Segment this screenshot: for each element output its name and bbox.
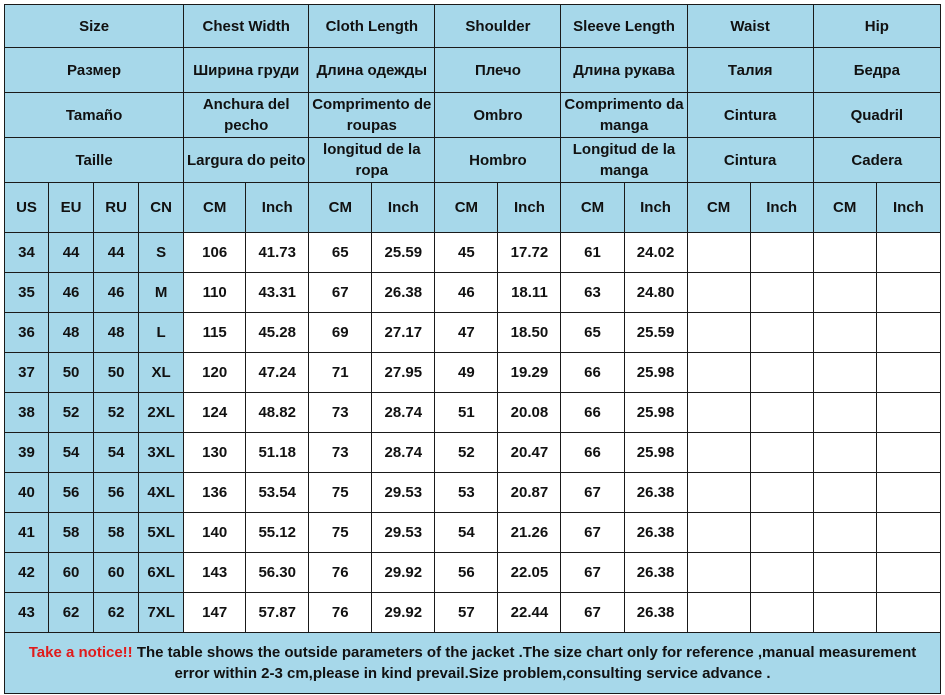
sleeve-length-cm-cell: 67 bbox=[561, 473, 624, 513]
shoulder-cm-cell: 46 bbox=[435, 273, 498, 313]
us-size-cell: 39 bbox=[5, 433, 49, 473]
waist-inch-cell bbox=[750, 313, 813, 353]
us-size-cell: 43 bbox=[5, 593, 49, 633]
inch-unit-header: Inch bbox=[624, 183, 687, 233]
inch-unit-header: Inch bbox=[498, 183, 561, 233]
sleeve-length-header: Longitud de la manga bbox=[561, 138, 687, 183]
cloth-length-cm-cell: 75 bbox=[309, 513, 372, 553]
cn-size-cell: XL bbox=[139, 353, 184, 393]
waist-cm-cell bbox=[687, 553, 750, 593]
chest-width-cm-cell: 140 bbox=[184, 513, 246, 553]
notice-text-cell bbox=[5, 633, 941, 694]
chest-width-header: Ширина груди bbox=[184, 48, 309, 93]
cloth-length-inch-cell: 28.74 bbox=[372, 433, 435, 473]
notice-body: The table shows the outside parameters of the jacket .The size chart only for reference ,manual measurement error within 2-3 cm,please in kind prevail.Size problem,consulting service advance . bbox=[132, 644, 917, 682]
chest-width-inch-cell: 48.82 bbox=[246, 393, 309, 433]
shoulder-cm-cell: 51 bbox=[435, 393, 498, 433]
hip-inch-cell bbox=[876, 353, 940, 393]
cloth-length-cm-cell: 75 bbox=[309, 473, 372, 513]
eu-size-cell: 62 bbox=[49, 593, 94, 633]
waist-cm-cell bbox=[687, 233, 750, 273]
us-size-cell: 36 bbox=[5, 313, 49, 353]
hip-cm-cell bbox=[813, 273, 876, 313]
shoulder-cm-cell: 54 bbox=[435, 513, 498, 553]
eu-column-header: EU bbox=[49, 183, 94, 233]
waist-cm-cell bbox=[687, 273, 750, 313]
shoulder-cm-cell: 56 bbox=[435, 553, 498, 593]
shoulder-header: Ombro bbox=[435, 93, 561, 138]
cloth-length-cm-cell: 76 bbox=[309, 553, 372, 593]
cm-unit-header: CM bbox=[435, 183, 498, 233]
size-chart-table bbox=[4, 4, 941, 694]
sleeve-length-inch-cell: 25.98 bbox=[624, 393, 687, 433]
shoulder-header: Hombro bbox=[435, 138, 561, 183]
eu-size-cell: 56 bbox=[49, 473, 94, 513]
chest-width-inch-cell: 45.28 bbox=[246, 313, 309, 353]
chest-width-inch-cell: 56.30 bbox=[246, 553, 309, 593]
hip-inch-cell bbox=[876, 553, 940, 593]
sleeve-length-cm-cell: 67 bbox=[561, 553, 624, 593]
hip-cm-cell bbox=[813, 233, 876, 273]
waist-cm-cell bbox=[687, 393, 750, 433]
cloth-length-inch-cell: 29.92 bbox=[372, 593, 435, 633]
hip-header: Hip bbox=[813, 5, 940, 48]
sleeve-length-inch-cell: 25.98 bbox=[624, 353, 687, 393]
sleeve-length-cm-cell: 67 bbox=[561, 513, 624, 553]
us-size-cell: 34 bbox=[5, 233, 49, 273]
waist-inch-cell bbox=[750, 433, 813, 473]
waist-cm-cell bbox=[687, 433, 750, 473]
cloth-length-cm-cell: 76 bbox=[309, 593, 372, 633]
cn-size-cell: 7XL bbox=[139, 593, 184, 633]
sleeve-length-inch-cell: 26.38 bbox=[624, 553, 687, 593]
notice-label: Take a notice!! bbox=[28, 644, 133, 661]
hip-inch-cell bbox=[876, 513, 940, 553]
chest-width-inch-cell: 57.87 bbox=[246, 593, 309, 633]
hip-inch-cell bbox=[876, 313, 940, 353]
table-row bbox=[5, 433, 941, 473]
hip-inch-cell bbox=[876, 473, 940, 513]
shoulder-inch-cell: 21.26 bbox=[498, 513, 561, 553]
eu-size-cell: 50 bbox=[49, 353, 94, 393]
sleeve-length-cm-cell: 66 bbox=[561, 433, 624, 473]
eu-size-cell: 58 bbox=[49, 513, 94, 553]
sleeve-length-inch-cell: 24.02 bbox=[624, 233, 687, 273]
ru-size-cell: 50 bbox=[94, 353, 139, 393]
shoulder-inch-cell: 19.29 bbox=[498, 353, 561, 393]
cn-size-cell: 6XL bbox=[139, 553, 184, 593]
sleeve-length-inch-cell: 25.59 bbox=[624, 313, 687, 353]
hip-cm-cell bbox=[813, 513, 876, 553]
waist-inch-cell bbox=[750, 473, 813, 513]
sleeve-length-inch-cell: 26.38 bbox=[624, 593, 687, 633]
sleeve-length-inch-cell: 26.38 bbox=[624, 473, 687, 513]
chest-width-inch-cell: 43.31 bbox=[246, 273, 309, 313]
waist-inch-cell bbox=[750, 273, 813, 313]
size-chart bbox=[4, 4, 941, 692]
ru-size-cell: 54 bbox=[94, 433, 139, 473]
sleeve-length-inch-cell: 24.80 bbox=[624, 273, 687, 313]
hip-header: Quadril bbox=[813, 93, 940, 138]
chest-width-inch-cell: 41.73 bbox=[246, 233, 309, 273]
shoulder-inch-cell: 18.50 bbox=[498, 313, 561, 353]
waist-inch-cell bbox=[750, 593, 813, 633]
hip-header: Cadera bbox=[813, 138, 940, 183]
hip-inch-cell bbox=[876, 393, 940, 433]
sleeve-length-inch-cell: 26.38 bbox=[624, 513, 687, 553]
hip-cm-cell bbox=[813, 433, 876, 473]
ru-size-cell: 56 bbox=[94, 473, 139, 513]
chest-width-cm-cell: 143 bbox=[184, 553, 246, 593]
cm-unit-header: CM bbox=[309, 183, 372, 233]
inch-unit-header: Inch bbox=[372, 183, 435, 233]
cloth-length-cm-cell: 67 bbox=[309, 273, 372, 313]
shoulder-cm-cell: 45 bbox=[435, 233, 498, 273]
size-header: Size bbox=[5, 5, 184, 48]
table-row bbox=[5, 393, 941, 433]
waist-inch-cell bbox=[750, 513, 813, 553]
eu-size-cell: 60 bbox=[49, 553, 94, 593]
cloth-length-inch-cell: 27.17 bbox=[372, 313, 435, 353]
chest-width-inch-cell: 55.12 bbox=[246, 513, 309, 553]
waist-header: Cintura bbox=[687, 93, 813, 138]
cloth-length-header: Comprimento de roupas bbox=[309, 93, 435, 138]
ru-column-header: RU bbox=[94, 183, 139, 233]
chest-width-header: Largura do peito bbox=[184, 138, 309, 183]
cloth-length-cm-cell: 71 bbox=[309, 353, 372, 393]
hip-inch-cell bbox=[876, 233, 940, 273]
cn-size-cell: 4XL bbox=[139, 473, 184, 513]
us-size-cell: 38 bbox=[5, 393, 49, 433]
us-size-cell: 42 bbox=[5, 553, 49, 593]
cloth-length-inch-cell: 25.59 bbox=[372, 233, 435, 273]
table-row bbox=[5, 593, 941, 633]
chest-width-inch-cell: 51.18 bbox=[246, 433, 309, 473]
chest-width-inch-cell: 47.24 bbox=[246, 353, 309, 393]
shoulder-header: Shoulder bbox=[435, 5, 561, 48]
shoulder-cm-cell: 49 bbox=[435, 353, 498, 393]
hip-header: Бедра bbox=[813, 48, 940, 93]
sleeve-length-cm-cell: 66 bbox=[561, 353, 624, 393]
size-header: Размер bbox=[5, 48, 184, 93]
table-row bbox=[5, 353, 941, 393]
sleeve-length-cm-cell: 66 bbox=[561, 393, 624, 433]
cloth-length-cm-cell: 73 bbox=[309, 393, 372, 433]
size-header: Taille bbox=[5, 138, 184, 183]
shoulder-header: Плечо bbox=[435, 48, 561, 93]
notice-row bbox=[5, 633, 941, 694]
hip-cm-cell bbox=[813, 593, 876, 633]
size-data-rows bbox=[5, 233, 941, 633]
table-row bbox=[5, 273, 941, 313]
cm-unit-header: CM bbox=[687, 183, 750, 233]
hip-cm-cell bbox=[813, 553, 876, 593]
cn-size-cell: S bbox=[139, 233, 184, 273]
shoulder-inch-cell: 22.05 bbox=[498, 553, 561, 593]
inch-unit-header: Inch bbox=[246, 183, 309, 233]
chest-width-header: Chest Width bbox=[184, 5, 309, 48]
ru-size-cell: 44 bbox=[94, 233, 139, 273]
shoulder-cm-cell: 52 bbox=[435, 433, 498, 473]
hip-cm-cell bbox=[813, 473, 876, 513]
hip-inch-cell bbox=[876, 273, 940, 313]
ru-size-cell: 46 bbox=[94, 273, 139, 313]
sleeve-length-header: Comprimento da manga bbox=[561, 93, 687, 138]
shoulder-inch-cell: 22.44 bbox=[498, 593, 561, 633]
chest-width-cm-cell: 120 bbox=[184, 353, 246, 393]
chest-width-cm-cell: 115 bbox=[184, 313, 246, 353]
table-row bbox=[5, 513, 941, 553]
us-size-cell: 41 bbox=[5, 513, 49, 553]
us-size-cell: 35 bbox=[5, 273, 49, 313]
cloth-length-inch-cell: 26.38 bbox=[372, 273, 435, 313]
hip-inch-cell bbox=[876, 433, 940, 473]
cm-unit-header: CM bbox=[561, 183, 624, 233]
waist-inch-cell bbox=[750, 233, 813, 273]
cloth-length-inch-cell: 28.74 bbox=[372, 393, 435, 433]
header-row-portuguese bbox=[5, 93, 941, 138]
header-row-russian bbox=[5, 48, 941, 93]
cloth-length-cm-cell: 65 bbox=[309, 233, 372, 273]
sleeve-length-cm-cell: 61 bbox=[561, 233, 624, 273]
table-row bbox=[5, 313, 941, 353]
ru-size-cell: 60 bbox=[94, 553, 139, 593]
cloth-length-header: longitud de la ropa bbox=[309, 138, 435, 183]
header-row-english bbox=[5, 5, 941, 48]
unit-header-row bbox=[5, 183, 941, 233]
cn-size-cell: L bbox=[139, 313, 184, 353]
waist-cm-cell bbox=[687, 353, 750, 393]
shoulder-inch-cell: 20.47 bbox=[498, 433, 561, 473]
waist-header: Waist bbox=[687, 5, 813, 48]
cn-size-cell: M bbox=[139, 273, 184, 313]
shoulder-inch-cell: 17.72 bbox=[498, 233, 561, 273]
waist-cm-cell bbox=[687, 593, 750, 633]
table-row bbox=[5, 553, 941, 593]
cloth-length-inch-cell: 29.92 bbox=[372, 553, 435, 593]
waist-cm-cell bbox=[687, 513, 750, 553]
us-size-cell: 40 bbox=[5, 473, 49, 513]
hip-inch-cell bbox=[876, 593, 940, 633]
waist-header: Cintura bbox=[687, 138, 813, 183]
hip-cm-cell bbox=[813, 393, 876, 433]
sleeve-length-cm-cell: 67 bbox=[561, 593, 624, 633]
chest-width-cm-cell: 124 bbox=[184, 393, 246, 433]
table-row bbox=[5, 473, 941, 513]
cloth-length-cm-cell: 69 bbox=[309, 313, 372, 353]
cloth-length-header: Длина одежды bbox=[309, 48, 435, 93]
ru-size-cell: 48 bbox=[94, 313, 139, 353]
chest-width-header: Anchura del pecho bbox=[184, 93, 309, 138]
cn-size-cell: 2XL bbox=[139, 393, 184, 433]
cm-unit-header: CM bbox=[184, 183, 246, 233]
shoulder-inch-cell: 18.11 bbox=[498, 273, 561, 313]
us-column-header: US bbox=[5, 183, 49, 233]
cn-size-cell: 3XL bbox=[139, 433, 184, 473]
ru-size-cell: 62 bbox=[94, 593, 139, 633]
cn-size-cell: 5XL bbox=[139, 513, 184, 553]
hip-cm-cell bbox=[813, 313, 876, 353]
cn-column-header: CN bbox=[139, 183, 184, 233]
shoulder-inch-cell: 20.08 bbox=[498, 393, 561, 433]
chest-width-cm-cell: 130 bbox=[184, 433, 246, 473]
size-header: Tamaño bbox=[5, 93, 184, 138]
eu-size-cell: 48 bbox=[49, 313, 94, 353]
cm-unit-header: CM bbox=[813, 183, 876, 233]
sleeve-length-inch-cell: 25.98 bbox=[624, 433, 687, 473]
cloth-length-header: Cloth Length bbox=[309, 5, 435, 48]
waist-cm-cell bbox=[687, 313, 750, 353]
waist-inch-cell bbox=[750, 393, 813, 433]
waist-header: Талия bbox=[687, 48, 813, 93]
cloth-length-inch-cell: 29.53 bbox=[372, 513, 435, 553]
cloth-length-inch-cell: 29.53 bbox=[372, 473, 435, 513]
waist-inch-cell bbox=[750, 553, 813, 593]
ru-size-cell: 52 bbox=[94, 393, 139, 433]
chest-width-cm-cell: 106 bbox=[184, 233, 246, 273]
shoulder-inch-cell: 20.87 bbox=[498, 473, 561, 513]
chest-width-cm-cell: 147 bbox=[184, 593, 246, 633]
eu-size-cell: 52 bbox=[49, 393, 94, 433]
sleeve-length-cm-cell: 63 bbox=[561, 273, 624, 313]
chest-width-cm-cell: 136 bbox=[184, 473, 246, 513]
chest-width-inch-cell: 53.54 bbox=[246, 473, 309, 513]
waist-cm-cell bbox=[687, 473, 750, 513]
shoulder-cm-cell: 53 bbox=[435, 473, 498, 513]
ru-size-cell: 58 bbox=[94, 513, 139, 553]
header-row-spanish bbox=[5, 138, 941, 183]
eu-size-cell: 54 bbox=[49, 433, 94, 473]
table-row bbox=[5, 233, 941, 273]
shoulder-cm-cell: 57 bbox=[435, 593, 498, 633]
chest-width-cm-cell: 110 bbox=[184, 273, 246, 313]
hip-cm-cell bbox=[813, 353, 876, 393]
sleeve-length-header: Длина рукава bbox=[561, 48, 687, 93]
inch-unit-header: Inch bbox=[750, 183, 813, 233]
waist-inch-cell bbox=[750, 353, 813, 393]
sleeve-length-cm-cell: 65 bbox=[561, 313, 624, 353]
eu-size-cell: 46 bbox=[49, 273, 94, 313]
us-size-cell: 37 bbox=[5, 353, 49, 393]
cloth-length-inch-cell: 27.95 bbox=[372, 353, 435, 393]
cloth-length-cm-cell: 73 bbox=[309, 433, 372, 473]
sleeve-length-header: Sleeve Length bbox=[561, 5, 687, 48]
inch-unit-header: Inch bbox=[876, 183, 940, 233]
shoulder-cm-cell: 47 bbox=[435, 313, 498, 353]
eu-size-cell: 44 bbox=[49, 233, 94, 273]
